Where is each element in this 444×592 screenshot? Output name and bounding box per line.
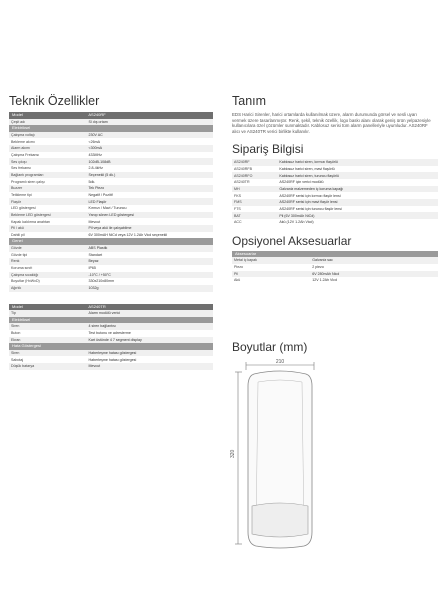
row-value: AS240RF için verici modülü: [279, 180, 324, 185]
error-indicator-section-bar: Hata Göstergesi: [9, 343, 213, 350]
row-value: Mevcut: [87, 363, 213, 370]
table-row: [232, 277, 438, 284]
row-value: AS240RF serisi için mavi flaşör lensi: [277, 199, 438, 206]
row-value: Sl dış ortam: [87, 119, 213, 126]
transmitter-electrical-table: [9, 323, 213, 343]
table-row: [232, 192, 438, 199]
row-key: Tip: [9, 310, 87, 317]
description-title: Tanım: [232, 94, 267, 108]
row-value: 330x210x80mm: [88, 279, 115, 284]
table-row: [9, 119, 213, 126]
table-row: [9, 132, 213, 139]
table-row: [9, 245, 213, 252]
row-key: FTS: [234, 206, 241, 211]
table-row: [9, 138, 213, 145]
accessories-table: [232, 257, 438, 284]
row-key: Bekleme akımı: [11, 139, 35, 144]
row-key: Piezo: [234, 265, 243, 270]
row-value: Alarm modülü verici: [87, 310, 213, 317]
row-key: Alarm akımı: [9, 145, 87, 152]
row-key: Sabotaj: [11, 357, 24, 362]
row-key: Çalışma sıcaklığı: [9, 272, 87, 279]
row-value: Beyaz: [87, 258, 213, 265]
description-text: EDS Harici Sirenler, harici ortamlarda kullanılmak üzere, alarm durumunda görsel ve sesli uyarı vermek üzere tasarlanmıştır. Renk, şekil, teknik özellik, logo baskı alanı olarak geniş ürün yelpazesiyle kullanıcılara özel çözümler sunmaktadır. Kablosuz serisi tüm alarm panelleriyle uyumludur. AS240RF alıcı ve AS240TR verici birlikte kullanılır.: [232, 112, 431, 134]
table-row: [9, 363, 213, 370]
table-row: [232, 159, 438, 166]
row-key: Ses çıkışı: [9, 158, 87, 165]
table-row: [9, 158, 213, 165]
row-value: 433MHz: [88, 152, 102, 157]
row-value: 4 siren bağlantısı: [87, 323, 213, 330]
row-value: Kablosuz harici siren, kırmızı flaşörlü: [277, 159, 438, 166]
row-key: MH: [232, 186, 277, 193]
row-value: 2 piezo: [312, 265, 324, 270]
row-value: Mevcut: [88, 219, 101, 224]
table-row: [232, 166, 438, 173]
row-key: Renk: [9, 258, 87, 265]
row-key: Pil / akü: [9, 225, 87, 232]
table-row: [9, 278, 213, 285]
model-label: Model: [12, 303, 23, 309]
table-row: [9, 252, 213, 259]
row-key: AS240RFB: [234, 166, 252, 171]
table-row: [9, 330, 213, 337]
general-table: [9, 245, 213, 292]
row-value: <300mA: [87, 145, 213, 152]
siren-flasher-lens: [252, 503, 308, 537]
row-value: Kırmızı / Mavi / Turuncu: [88, 206, 127, 211]
optional-accessories-title: Opsiyonel Aksesuarlar: [232, 233, 352, 248]
table-row: [232, 271, 438, 278]
row-value: Galvaniz malzemeden iç koruma kapağı: [277, 186, 438, 193]
row-value: IP65: [88, 266, 96, 271]
dimensions-section: [232, 340, 438, 570]
table-row: [9, 337, 213, 344]
row-key: FMS: [232, 199, 277, 206]
row-value: Standart: [88, 252, 103, 257]
table-row: [9, 145, 213, 152]
row-value: 1032g: [87, 285, 213, 292]
row-value: 2.8-4kHz: [88, 166, 103, 171]
table-row: [9, 258, 213, 265]
row-value: Kart üstünde 4 7 segment display: [87, 337, 213, 344]
row-value: Galvaniz sac: [310, 257, 438, 264]
technical-specs-column: [9, 94, 213, 370]
accessories-section-bar: Aksesuarlar: [232, 251, 438, 258]
row-value: AS240RF serisi için kırmızı flaşör lensi: [279, 193, 341, 198]
row-value: ABS Plastik: [87, 245, 213, 252]
row-value: 6V 300mAH NiCd veya 12V 1.2Ah Vicd seçenekli: [88, 232, 168, 237]
row-value: Pil (6V 300mAh NiCd): [277, 212, 438, 219]
model-label: Model: [12, 112, 23, 117]
table-row: [9, 212, 213, 219]
row-value: <26mA: [88, 139, 101, 144]
row-value: Akü (12V 1.2Ah Vicd): [279, 220, 314, 225]
row-key: Ağırlık: [9, 285, 87, 292]
table-row: [9, 152, 213, 159]
table-row: [9, 310, 213, 317]
table-row: [9, 225, 213, 232]
siren-dimension-drawing: [232, 356, 438, 571]
table-row: [9, 272, 213, 279]
row-key: Çalışma Frekansı: [11, 152, 40, 157]
order-info-table: [232, 159, 438, 226]
row-key: Bağlantı programları: [9, 172, 87, 179]
row-key: AS240RF: [232, 159, 277, 166]
electrical-section-bar-2: Elektriksel: [9, 317, 213, 324]
row-key: Bekleme LED göstergesi: [9, 212, 87, 219]
row-value: Tek Piezo: [87, 185, 213, 192]
table-row: [9, 285, 213, 292]
row-key: Çeşit adı: [9, 119, 87, 126]
row-value: AS240RF serisi için turuncu flaşör lensi: [279, 206, 342, 211]
dimensions-title: Boyutlar (mm): [232, 340, 308, 354]
row-key: Düşük batarya: [9, 363, 87, 370]
table-row: [232, 257, 438, 264]
height-dimension-label: 320: [230, 449, 236, 458]
row-key: Tetikleme tipi: [11, 192, 32, 197]
row-value: 6V 280mAh Nicd: [310, 271, 438, 278]
row-key: Akü: [234, 278, 241, 283]
row-key: AS240RFO: [232, 172, 277, 179]
table-row: [232, 206, 438, 213]
table-row: [9, 265, 213, 272]
row-key: Kapak kaldırma anahtarı: [11, 219, 51, 224]
table-row: [9, 350, 213, 357]
table-row: [9, 165, 213, 172]
technical-specs-title: Teknik Özellikler: [9, 94, 100, 108]
table-row: [9, 185, 213, 192]
row-key: Dahili pil: [11, 232, 25, 237]
row-value: 230V AC: [87, 132, 213, 139]
transmitter-type-table: [9, 310, 213, 317]
error-indicator-table: [9, 350, 213, 370]
row-key: Çalışma voltajı: [9, 132, 87, 139]
row-key: AS240TR: [234, 180, 250, 185]
row-value: -10°C / +50°C: [87, 272, 213, 279]
table-row: [9, 205, 213, 212]
table-row: [9, 172, 213, 179]
table-row: [232, 212, 438, 219]
row-key: LED göstergesi: [11, 206, 36, 211]
general-section-bar: Genel: [9, 238, 213, 245]
row-value: Kablosuz harici siren, mavi flaşörlü: [279, 166, 335, 171]
row-key: Flaşör: [9, 198, 87, 205]
row-value: Haberleşme hatası göstergesi: [87, 350, 213, 357]
row-key: Ekran: [9, 337, 87, 344]
description-column: [232, 94, 438, 284]
table-row: [232, 199, 438, 206]
table-row: [9, 192, 213, 199]
width-dimension-label: 210: [275, 359, 285, 365]
row-key: ACC: [234, 220, 242, 225]
row-key: FKS: [234, 193, 241, 198]
table-row: [9, 232, 213, 239]
row-key: Siren: [9, 350, 87, 357]
row-value: Yanıp sönen LED göstergesi: [87, 212, 213, 219]
table-row: [9, 218, 213, 225]
table-row: [232, 186, 438, 193]
row-value: Negatif / Pozitif: [88, 192, 113, 197]
row-key: Pil: [232, 271, 310, 278]
row-key: Boyutlar (HxWxD): [11, 279, 40, 284]
table-row: [9, 356, 213, 363]
table-row: [232, 219, 438, 226]
row-key: Metal iç kapak: [232, 257, 310, 264]
row-value: Pil veya akü ile çalışabilme: [87, 225, 213, 232]
row-key: Buzzer: [9, 185, 87, 192]
row-key: Gövde tipi: [11, 252, 28, 257]
row-value: 12V 1.2Ah Vicd: [312, 278, 337, 283]
row-value: LED Flaşör: [87, 198, 213, 205]
row-key: Ses frekansı: [11, 166, 31, 171]
model-value: AS240TR: [88, 303, 106, 309]
table-row: [232, 172, 438, 179]
row-value: Haberleşme hatası göstergesi: [88, 357, 137, 362]
order-info-title: Sipariş Bilgisi: [232, 142, 304, 156]
row-value: Test butonu ve adreslerme: [88, 331, 131, 336]
table-row: [9, 178, 213, 185]
row-key: Gövde: [9, 245, 87, 252]
table-row: [9, 323, 213, 330]
row-value: 5dk.: [88, 179, 96, 184]
row-key: Koruma sınıfı: [11, 266, 33, 271]
table-row: [232, 179, 438, 186]
electrical-section-bar: Elektriksel: [9, 125, 213, 132]
table-row: [9, 198, 213, 205]
model-value: AS240RF: [88, 112, 106, 117]
electrical-table: [9, 132, 213, 239]
row-value: 102dB-108dB: [87, 158, 213, 165]
row-value: Seçenekli (5 dk.): [87, 172, 213, 179]
table-row: [232, 264, 438, 271]
model-type-table: [9, 119, 213, 126]
row-value: Kablosuz harici siren, turuncu flaşörlü: [277, 172, 438, 179]
row-key: BAT: [232, 212, 277, 219]
row-key: Siren: [9, 323, 87, 330]
row-key: Programlı siren çalışı: [11, 179, 45, 184]
row-key: Buton: [11, 331, 21, 336]
